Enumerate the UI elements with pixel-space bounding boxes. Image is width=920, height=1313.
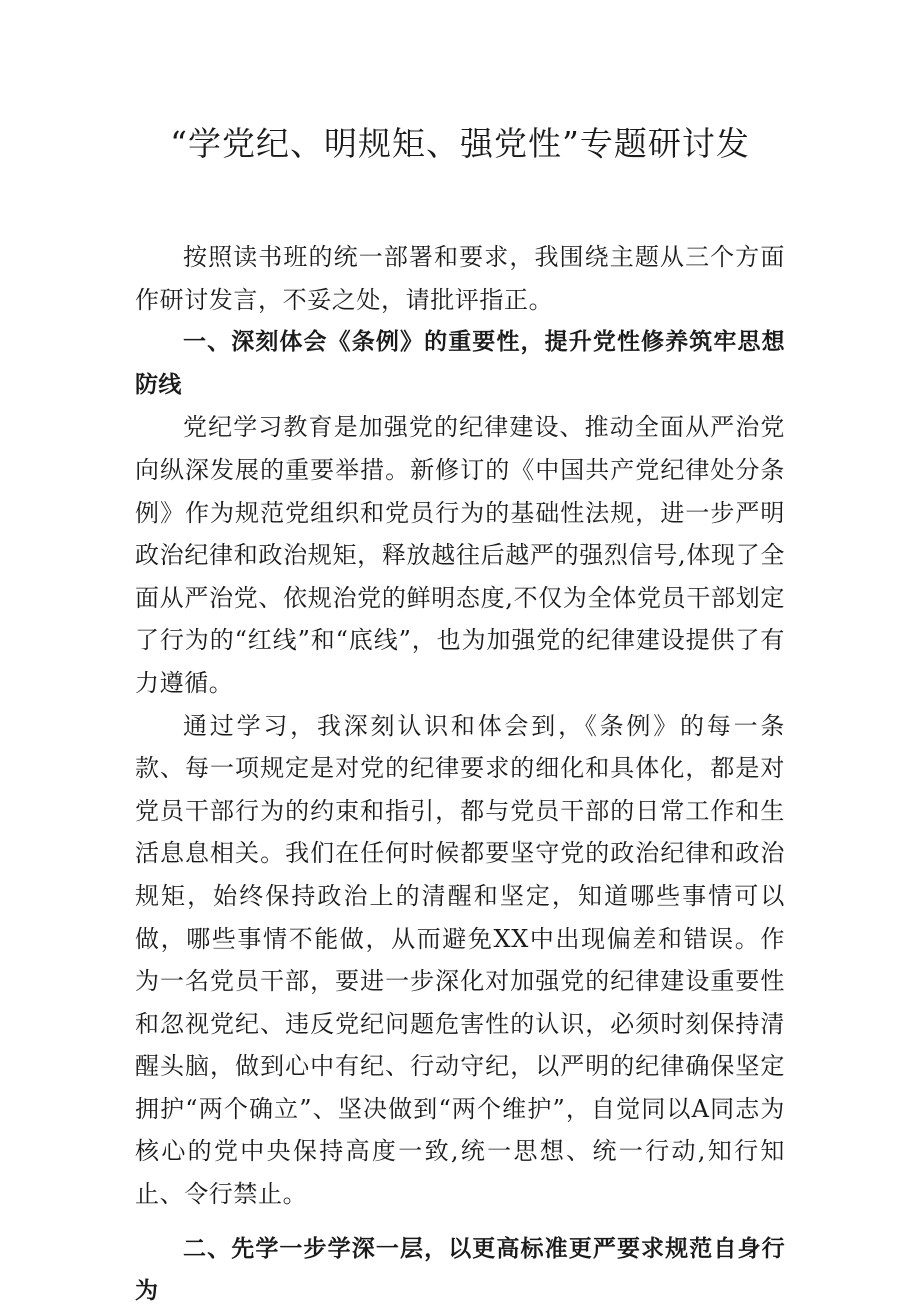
- body-paragraph-1: 党纪学习教育是加强党的纪律建设、推动全面从严治党向纵深发展的重要举措。新修订的《中国共产党纪律处分条例》作为规范党组织和党员行为的基础性法规，进一步严明政治纪律和政治规矩，释放越往后越严的强烈信号,体现了全面从严治党、依规治党的鲜明态度,不仅为全体党员干部划定了行为的“红线”和“底线”，也为加强党的纪律建设提供了有力遵循。: [135, 413, 785, 697]
- body-paragraph-2: 通过学习，我深刻认识和体会到，《条例》的每一条款、每一项规定是对党的纪律要求的细化和具体化，都是对党员干部行为的约束和指引，都与党员干部的日常工作和生活息息相关。我们在任何时候都要坚守党的政治纪律和政治规矩，始终保持政治上的清醒和坚定，知道哪些事情可以做，哪些事情不能做，从而避免XX中出现偏差和错误。作为一名党员干部，要进一步深化对加强党的纪律建设重要性和忽视党纪、违反党纪问题危害性的认识，必须时刻保持清醒头脑，做到心中有纪、行动守纪，以严明的纪律确保坚定拥护“两个确立”、坚决做到“两个维护”，自觉同以A同志为核心的党中央保持高度一致,统一思想、统一行动,知行知止、令行禁止。: [135, 711, 785, 1209]
- section-heading-2: 二、先学一步学深一层，以更高标准更严要求规范自身行为: [135, 1235, 785, 1305]
- section-heading-1: 一、深刻体会《条例》的重要性，提升党性修养筑牢思想防线: [135, 329, 785, 398]
- intro-paragraph: 按照读书班的统一部署和要求，我围绕主题从三个方面作研讨发言，不妥之处，请批评指正。: [135, 243, 785, 314]
- document-title: “学党纪、明规矩、强党性”专题研讨发: [170, 124, 750, 163]
